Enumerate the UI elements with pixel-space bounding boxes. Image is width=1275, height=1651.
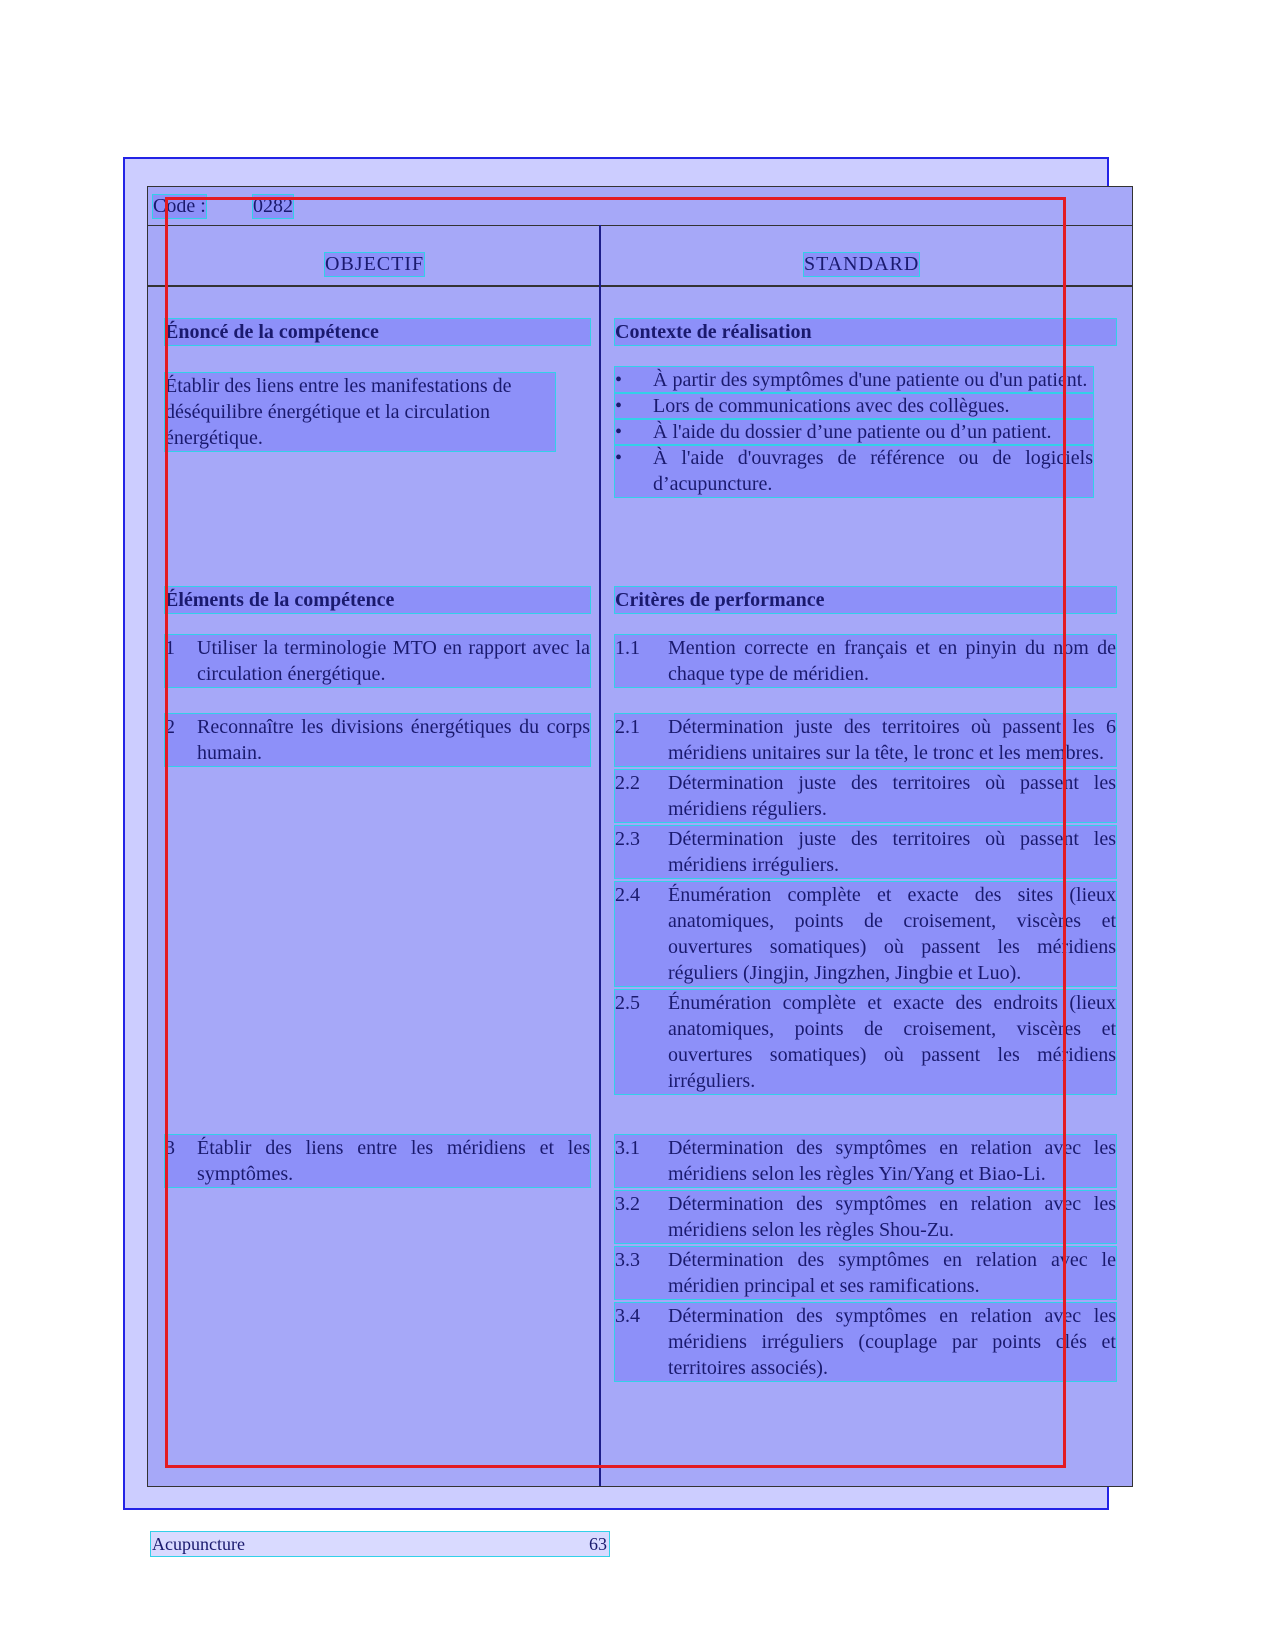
element-item xyxy=(165,635,590,687)
header-standard: STANDARD xyxy=(804,253,920,275)
critere-item xyxy=(615,1135,1116,1187)
criteres-group-2 xyxy=(615,714,1116,1098)
critere-text: Mention correcte en français et en pinyin du nom de chaque type de méridien. xyxy=(668,637,1116,685)
critere-number: 2.2 xyxy=(615,772,640,794)
enonce-heading: Énoncé de la compétence xyxy=(165,319,590,345)
critere-text: Détermination des symptômes en relation avec le méridien principal et ses ramifications. xyxy=(668,1249,1116,1297)
critere-text: Détermination des symptômes en relation avec les méridiens selon les règles Shou-Zu. xyxy=(668,1193,1116,1241)
critere-number: 3.1 xyxy=(615,1137,640,1159)
critere-number: 2.3 xyxy=(615,828,640,850)
critere-text: Détermination des symptômes en relation avec les méridiens irréguliers (couplage par points clés et territoires associés). xyxy=(668,1305,1116,1379)
contexte-item xyxy=(615,445,1093,497)
footer-title: Acupuncture xyxy=(152,1534,245,1554)
criteres-heading: Critères de performance xyxy=(615,587,1116,613)
critere-text: Détermination juste des territoires où passent les 6 méridiens unitaires sur la tête, le tronc et les membres. xyxy=(668,716,1116,764)
critere-item xyxy=(615,1191,1116,1243)
critere-item xyxy=(615,1303,1116,1381)
code-value: 0282 xyxy=(253,195,293,217)
element-text: Reconnaître les divisions énergétiques du corps humain. xyxy=(197,716,590,764)
critere-number: 1.1 xyxy=(615,637,640,659)
contexte-item xyxy=(615,393,1093,419)
element-number: 1 xyxy=(165,637,175,659)
contexte-list xyxy=(615,367,1093,497)
critere-number: 3.3 xyxy=(615,1249,640,1271)
bullet-icon: • xyxy=(615,447,623,469)
contexte-item xyxy=(615,419,1093,445)
column-divider xyxy=(599,225,601,1486)
critere-number: 2.5 xyxy=(615,992,640,1014)
critere-item xyxy=(615,770,1116,822)
bullet-icon: • xyxy=(615,421,623,443)
contexte-text: À l'aide du dossier d’une patiente ou d’un patient. xyxy=(653,421,1052,443)
contexte-text: À partir des symptômes d'une patiente ou d'un patient. xyxy=(653,369,1088,391)
criteres-group-3 xyxy=(615,1135,1116,1385)
elements-heading: Éléments de la compétence xyxy=(165,587,590,613)
enonce-text: Établir des liens entre les manifestations de déséquilibre énergétique et la circulation énergétique. xyxy=(165,373,555,451)
critere-text: Énumération complète et exacte des sites (lieux anatomiques, points de croisement, viscères et ouvertures somatiques) où passent les méridiens réguliers (Jingjin, Jingzhen, Jingbie et Luo). xyxy=(668,884,1116,984)
contexte-item xyxy=(615,367,1093,393)
element-item xyxy=(165,714,590,766)
critere-item xyxy=(615,1247,1116,1299)
critere-number: 2.4 xyxy=(615,884,640,906)
contexte-text: Lors de communications avec des collègues. xyxy=(653,395,1010,417)
critere-number: 3.2 xyxy=(615,1193,640,1215)
critere-item xyxy=(615,882,1116,986)
element-number: 2 xyxy=(165,716,175,738)
element-text: Établir des liens entre les méridiens et les symptômes. xyxy=(197,1137,590,1185)
criteres-group-1 xyxy=(615,635,1116,691)
critere-number: 3.4 xyxy=(615,1305,640,1327)
critere-item xyxy=(615,635,1116,687)
critere-text: Détermination juste des territoires où passent les méridiens réguliers. xyxy=(668,772,1116,820)
element-text: Utiliser la terminologie MTO en rapport avec la circulation énergétique. xyxy=(197,637,590,685)
critere-item xyxy=(615,826,1116,878)
code-row xyxy=(148,187,1132,226)
contexte-text: À l'aide d'ouvrages de référence ou de logiciels d’acupuncture. xyxy=(653,447,1093,495)
critere-text: Détermination juste des territoires où passent les méridiens irréguliers. xyxy=(668,828,1116,876)
critere-text: Énumération complète et exacte des endroits (lieux anatomiques, points de croisement, viscères et ouvertures somatiques) où passent les méridiens irréguliers. xyxy=(668,992,1116,1092)
element-item xyxy=(165,1135,590,1187)
critere-text: Détermination des symptômes en relation avec les méridiens selon les règles Yin/Yang et Biao-Li. xyxy=(668,1137,1116,1185)
header-objectif: OBJECTIF xyxy=(325,253,425,275)
bullet-icon: • xyxy=(615,395,623,417)
critere-number: 2.1 xyxy=(615,716,640,738)
bullet-icon: • xyxy=(615,369,623,391)
critere-item xyxy=(615,714,1116,766)
critere-item xyxy=(615,990,1116,1094)
header-row xyxy=(148,225,1132,287)
competence-table xyxy=(147,186,1133,1487)
contexte-heading: Contexte de réalisation xyxy=(615,319,1116,345)
page-number: 63 xyxy=(589,1534,607,1554)
element-number: 3 xyxy=(165,1137,175,1159)
code-label: Code : xyxy=(153,195,206,217)
